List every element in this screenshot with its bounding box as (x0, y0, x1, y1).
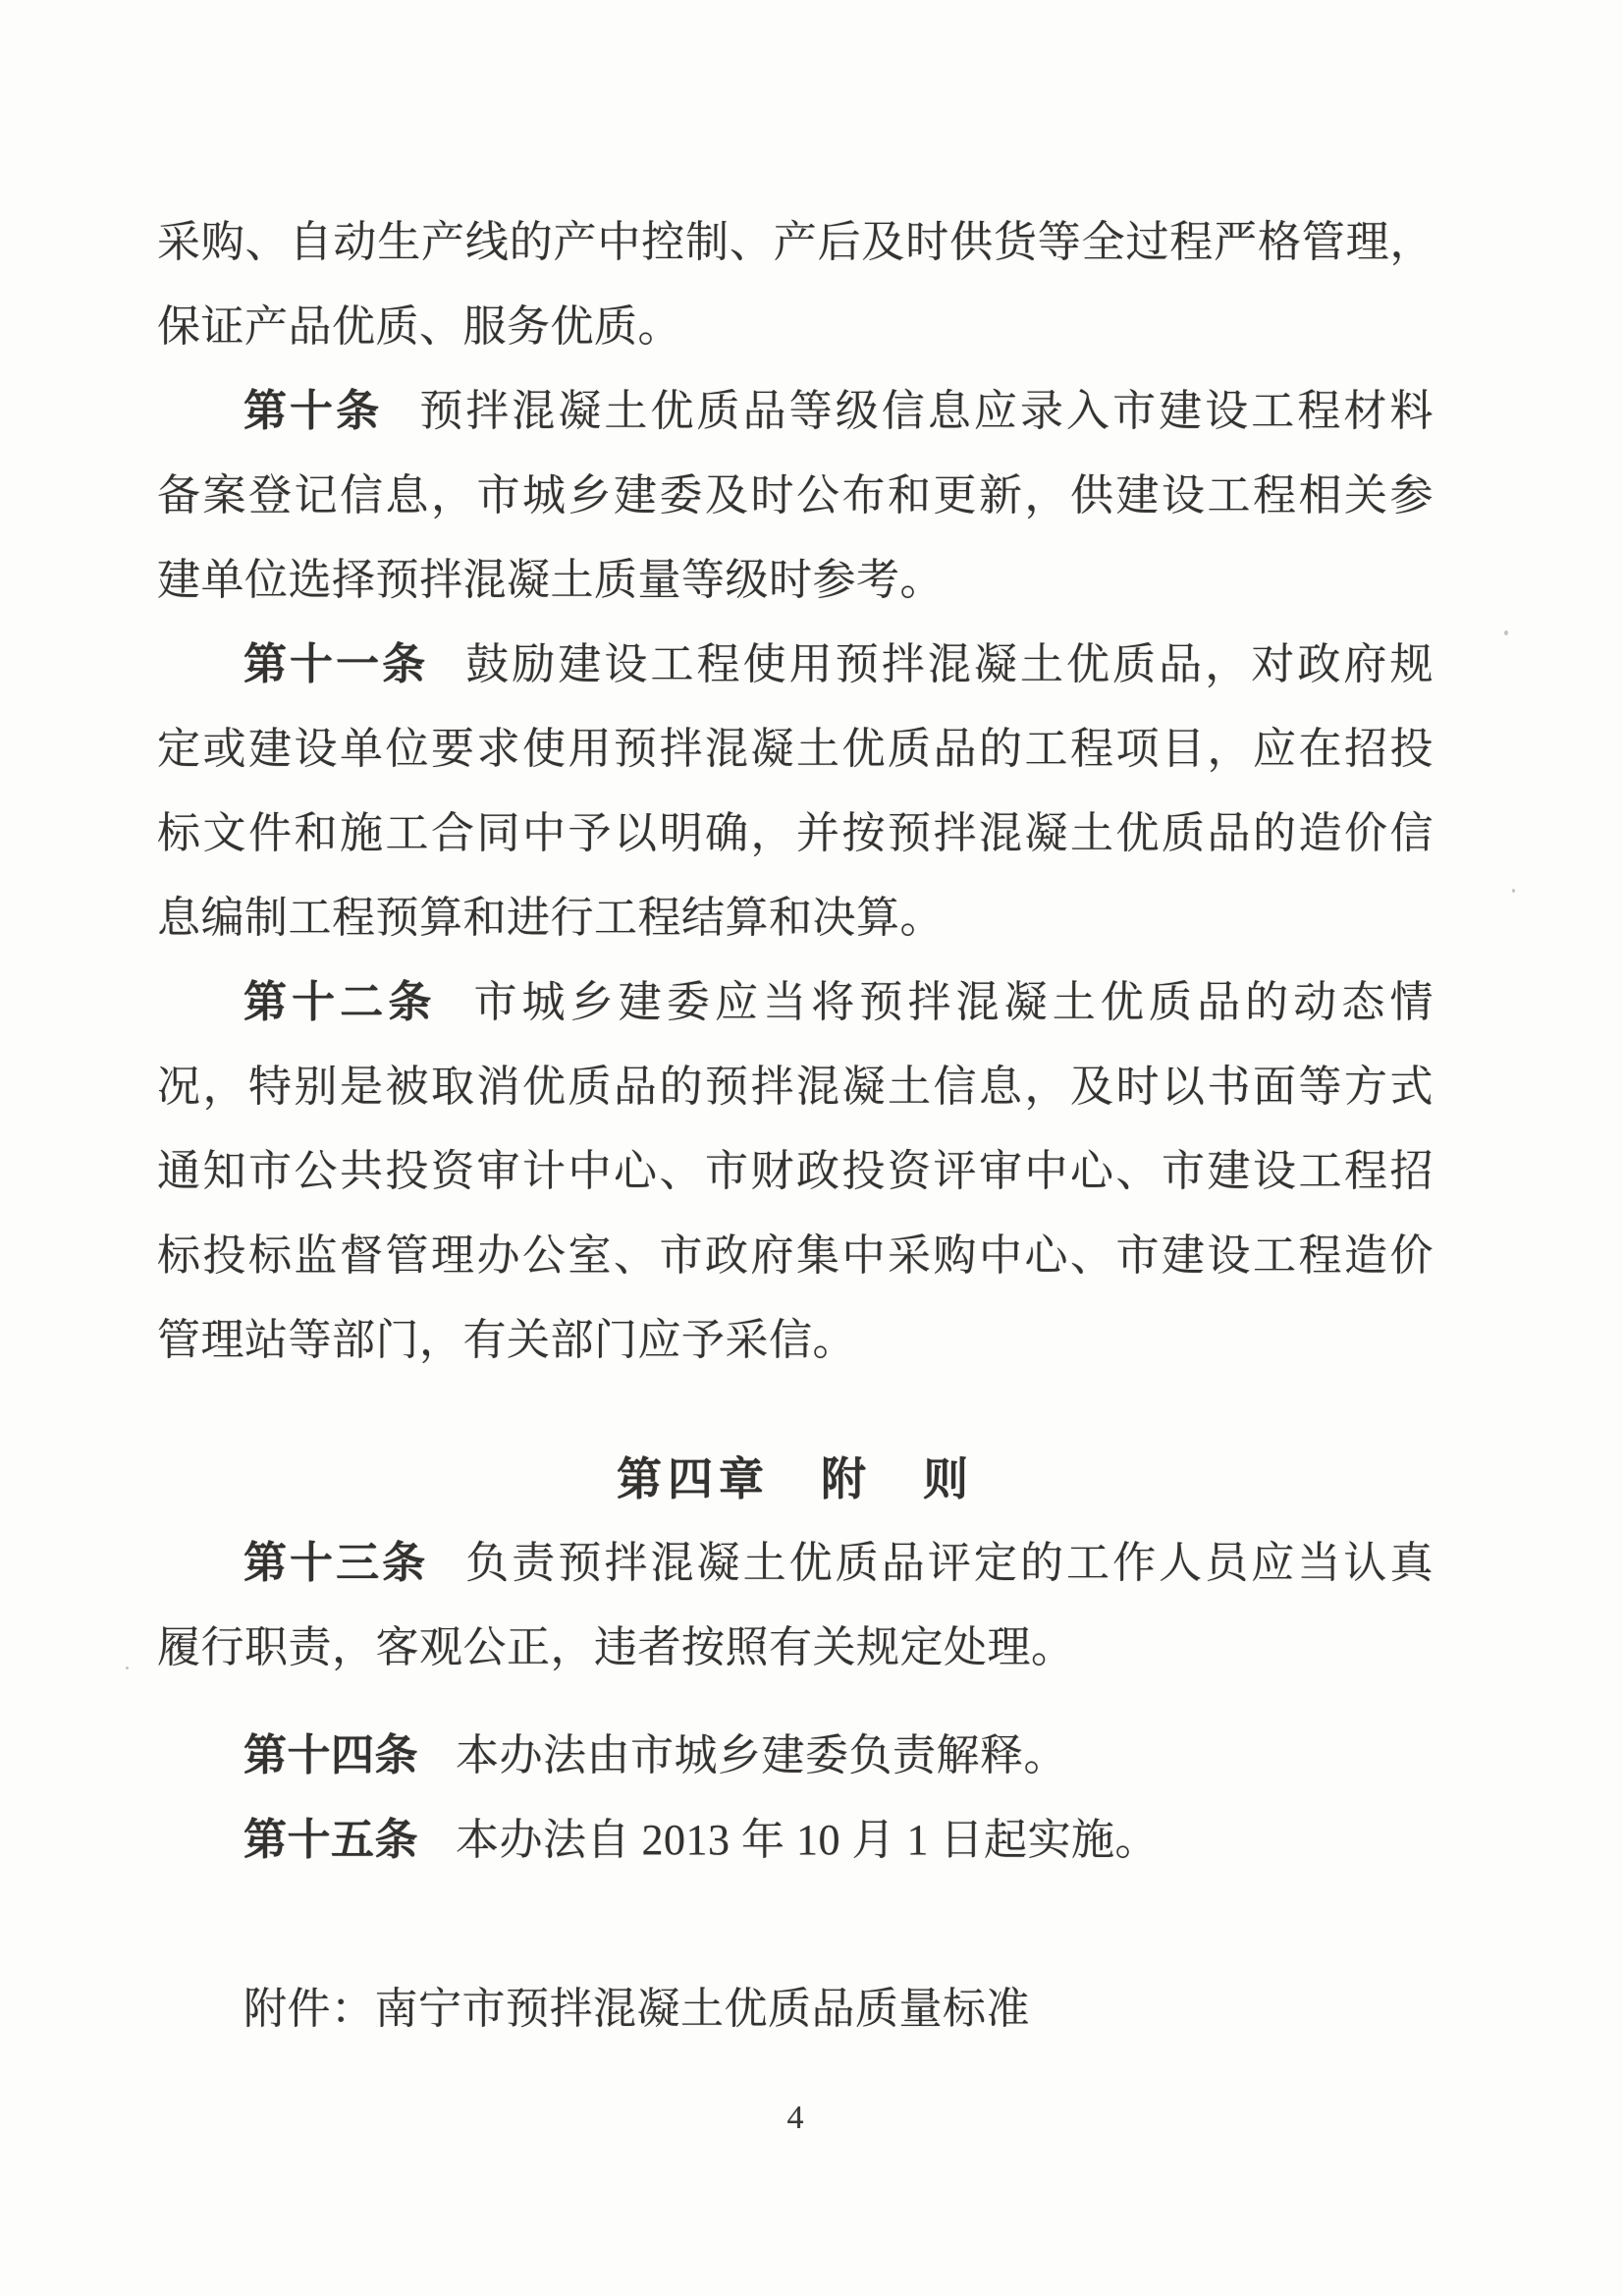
paragraph-line: 管理站等部门，有关部门应予采信。 (157, 1316, 856, 1364)
article-paragraph (157, 1714, 1434, 1798)
line-text: 鼓励建设工程使用预拌混凝土优质品，对政府规 (465, 640, 1434, 688)
paragraph-line: 附件：南宁市预拌混凝土优质品质量标准 (243, 1985, 1030, 2033)
page-number: 4 (786, 2100, 804, 2136)
line-text: 预拌混凝土优质品等级信息应录入市建设工程材料 (419, 387, 1434, 435)
scan-speck (126, 1667, 129, 1669)
scan-speck (1512, 889, 1515, 893)
paragraph-line: 采购、自动生产线的产中控制、产后及时供货等全过程严格管理， (157, 218, 1434, 266)
paragraph-line: 标文件和施工合同中予以明确，并按预拌混凝土优质品的造价信 (157, 809, 1434, 857)
paragraph-line: 建单位选择预拌混凝土质量等级时参考。 (157, 556, 944, 604)
chapter-heading: 第四章 附 则 (617, 1453, 974, 1504)
paragraph-line: 备案登记信息，市城乡建委及时公布和更新，供建设工程相关参 (157, 471, 1434, 519)
paragraph-line: 定或建设单位要求使用预拌混凝土优质品的工程项目，应在招投 (157, 725, 1434, 773)
paragraph-line: 保证产品优质、服务优质。 (157, 302, 681, 351)
article-number: 第十一条 (243, 640, 429, 688)
line-text: 市城乡建委应当将预拌混凝土优质品的动态情 (473, 978, 1434, 1026)
attachment-line (157, 1967, 1434, 2051)
article-paragraph (157, 623, 1434, 960)
article-paragraph (157, 960, 1434, 1383)
paragraph-line: 标投标监督管理办公室、市政府集中采购中心、市建设工程造价 (157, 1231, 1434, 1280)
article-paragraph (157, 369, 1434, 623)
paragraph-line (157, 960, 1434, 1045)
paragraph-line: 况，特别是被取消优质品的预拌混凝土信息，及时以书面等方式 (157, 1063, 1434, 1111)
article-number: 第十条 (243, 387, 383, 435)
article-number: 第十二条 (243, 978, 437, 1026)
paragraph-line (157, 623, 1434, 707)
paragraph-line: 通知市公共投资审计中心、市财政投资评审中心、市建设工程招 (157, 1147, 1434, 1195)
line-text: 负责预拌混凝土优质品评定的工作人员应当认真 (465, 1539, 1434, 1587)
paragraph-line (157, 1714, 1434, 1798)
line-text: 本办法由市城乡建委负责解释。 (456, 1731, 1067, 1779)
article-number: 第十四条 (243, 1731, 418, 1779)
paragraph-line: 履行职责，客观公正，违者按照有关规定处理。 (157, 1623, 1075, 1671)
line-text: 本办法自 2013 年 10 月 1 日起实施。 (456, 1816, 1159, 1864)
paragraph-line: 息编制工程预算和进行工程结算和决算。 (157, 894, 944, 942)
article-paragraph (157, 1521, 1434, 1690)
paragraph-line (157, 1798, 1434, 1883)
scan-speck (1504, 630, 1508, 635)
paragraph-line (157, 1521, 1434, 1606)
document-body (157, 200, 1434, 2051)
body-paragraph (157, 200, 1434, 369)
article-number: 第十五条 (243, 1816, 418, 1864)
article-paragraph (157, 1798, 1434, 1883)
paragraph-line (157, 369, 1434, 454)
article-number: 第十三条 (243, 1539, 429, 1587)
